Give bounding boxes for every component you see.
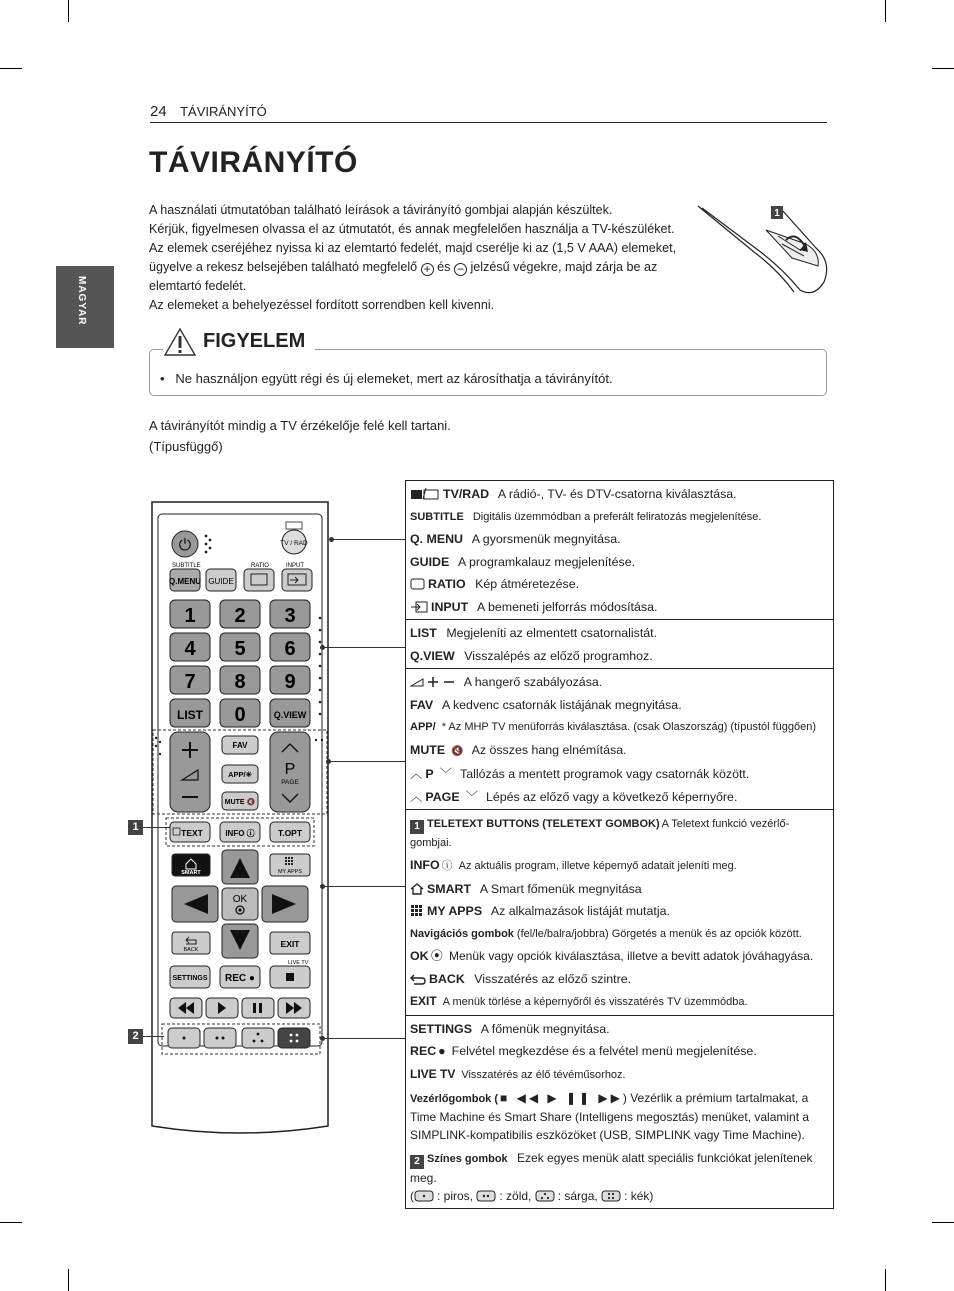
desc-row-ok xyxy=(410,945,829,968)
desc-key: GUIDE xyxy=(410,554,450,569)
mute-icon: 🔇 xyxy=(451,745,464,757)
desc-value: Visszalépés az előző programhoz. xyxy=(464,648,653,663)
q-menu-button[interactable] xyxy=(169,569,201,591)
crop-mark xyxy=(932,1222,954,1223)
settings-button[interactable] xyxy=(170,966,210,988)
desc-key: RATIO xyxy=(428,577,466,591)
desc-section-list xyxy=(406,620,833,669)
leader-line xyxy=(143,827,170,828)
desc-row-page xyxy=(410,786,829,809)
list-button[interactable] xyxy=(170,699,210,727)
tv-rad-label: TV / RAD xyxy=(280,540,308,547)
playback-icons: ■ ◀◀ ▶ ❚❚ ▶▶ xyxy=(500,1091,623,1105)
desc-key: TELETEXT BUTTONS (TELETEXT GOMBOK) xyxy=(427,818,660,830)
desc-value: Az alkalmazások listáját mutatja. xyxy=(490,904,670,918)
back-arrow-icon xyxy=(410,973,426,985)
ok-button[interactable] xyxy=(222,888,258,920)
back-label: BACK xyxy=(183,947,199,953)
desc-key: LIST xyxy=(410,626,437,640)
digit-label: 8 xyxy=(234,671,246,693)
down-button[interactable] xyxy=(222,924,258,958)
desc-value: Felvétel megkezdése és a felvétel menü megjelenítése. xyxy=(451,1044,757,1058)
leader-dot xyxy=(320,1036,325,1041)
asterisk-icon: * xyxy=(441,721,446,733)
pause-icon xyxy=(253,1003,256,1013)
volume-plus-minus-icon xyxy=(410,676,458,688)
input-button[interactable] xyxy=(282,569,312,591)
desc-row-nav xyxy=(410,923,829,946)
intro-line: Az elemeket a behelyezéssel fordított sorrendben kell kivenni. xyxy=(149,298,495,312)
desc-row-rec xyxy=(410,1040,829,1063)
desc-key: OK xyxy=(410,949,429,963)
desc-value: Tallózás a mentett programok vagy csatornák között. xyxy=(460,767,750,781)
mute-label: MUTE 🔇 xyxy=(224,799,256,806)
crop-mark xyxy=(68,0,69,22)
q-view-label: Q.VIEW xyxy=(273,710,307,720)
leader-dot xyxy=(329,537,334,542)
page-number: 24 xyxy=(150,103,167,120)
battery-cover-illustration xyxy=(696,200,836,296)
desc-row-info xyxy=(410,854,829,878)
note-line: (Típusfüggő) xyxy=(149,439,223,454)
power-button[interactable] xyxy=(172,531,198,557)
desc-row-tvrad xyxy=(410,483,829,506)
q-menu-label: Q.MENU xyxy=(169,577,201,586)
blue-button-icon xyxy=(601,1190,621,1202)
input-icon xyxy=(410,601,428,613)
t-opt-label: T.OPT xyxy=(277,828,303,838)
desc-row-mute xyxy=(410,739,829,764)
desc-row-qmenu xyxy=(410,528,829,551)
fav-button[interactable] xyxy=(222,736,258,754)
color-red-label: : piros, xyxy=(437,1189,474,1203)
chevron-up-icon: ︿ xyxy=(410,767,423,781)
crop-mark xyxy=(932,68,954,69)
desc-key: Navigációs gombok xyxy=(410,927,514,940)
volume-rocker[interactable] xyxy=(170,732,210,812)
desc-section-top xyxy=(406,481,833,620)
color-green-label: : zöld, xyxy=(499,1189,532,1203)
leader-dot xyxy=(320,884,325,889)
chevron-down-icon: ﹀ xyxy=(439,767,453,781)
note xyxy=(149,415,451,457)
callout-badge-1: 1 xyxy=(128,820,143,835)
apps-grid-icon xyxy=(410,905,424,917)
crop-mark xyxy=(0,68,22,69)
desc-key: Q.VIEW xyxy=(410,648,455,663)
desc-value: Az aktuális program, illetve képernyő adatait jeleníti meg. xyxy=(458,860,737,872)
digit-2-button[interactable] xyxy=(220,600,260,628)
desc-row-ratio xyxy=(410,573,829,596)
power-icon: ⏻ xyxy=(178,537,192,554)
program-rocker[interactable] xyxy=(270,732,310,812)
live-tv-label: LIVE TV xyxy=(288,960,309,966)
fav-label: FAV xyxy=(232,741,248,750)
desc-value: Visszatérés az élő tévéműsorhoz. xyxy=(461,1068,626,1081)
remote-illustration xyxy=(148,500,332,1140)
desc-value: Digitális üzemmódban a preferált feliratozás megjelenítése. xyxy=(472,510,762,523)
plus-icon: + xyxy=(421,263,434,276)
program-label: P xyxy=(284,761,296,778)
page-header xyxy=(150,103,827,123)
desc-value: Lépés az előző vagy a következő képernyőre. xyxy=(485,789,738,804)
caution-text: Ne használjon együtt régi és új elemeket, mert az károsíthatja a távirányítót. xyxy=(175,371,613,386)
minus-icon: − xyxy=(454,263,467,276)
ratio-icon xyxy=(410,578,425,590)
desc-key: INFO xyxy=(410,858,440,872)
desc-row-qview xyxy=(410,645,829,668)
desc-key: APP/ xyxy=(410,721,436,733)
desc-key: EXIT xyxy=(410,994,437,1008)
page-label: PAGE xyxy=(281,779,299,786)
info-icon: ⓘ xyxy=(441,860,453,872)
desc-row-volume xyxy=(410,671,829,694)
desc-value: Ezek egyes menük alatt speciális funkciókat jelenítenek meg. xyxy=(410,1151,813,1185)
smart-label: SMART xyxy=(181,870,201,876)
desc-row-fav xyxy=(410,694,829,717)
desc-row-exit xyxy=(410,990,829,1014)
leader-dot xyxy=(326,759,331,764)
rewind-button[interactable] xyxy=(170,998,202,1018)
apps-grid-icon xyxy=(285,857,293,865)
button-description-table xyxy=(405,480,834,1209)
digit-label: 9 xyxy=(284,671,296,693)
guide-button[interactable] xyxy=(206,569,236,591)
language-tab-label: MAGYAR xyxy=(76,276,87,326)
smart-button[interactable] xyxy=(172,854,210,876)
leader-line xyxy=(331,539,405,540)
crop-mark xyxy=(885,1269,886,1291)
desc-value: A Teletext funkció vezérlő-gombjai. xyxy=(410,818,790,849)
live-tv-stop-button[interactable] xyxy=(270,966,310,988)
tv-radio-icon xyxy=(410,487,440,500)
warning-icon xyxy=(163,327,197,357)
desc-key: SMART xyxy=(427,881,472,896)
desc-value: Megjeleníti az elmentett csatornalistát. xyxy=(446,626,658,640)
q-view-button[interactable] xyxy=(270,699,310,727)
input-label: INPUT xyxy=(286,563,304,569)
digit-3-button[interactable] xyxy=(270,600,310,628)
info-label: INFO ⓘ xyxy=(225,829,255,838)
intro-line xyxy=(149,258,694,277)
digit-label: 4 xyxy=(184,638,196,660)
desc-row-teletext xyxy=(410,812,829,854)
intro-line: elemtartó fedelét. xyxy=(149,279,247,293)
desc-value: A rádió-, TV- és DTV-csatorna kiválasztása. xyxy=(497,487,737,501)
desc-row-back xyxy=(410,968,829,991)
intro-fragment: és xyxy=(437,260,451,274)
settings-label: SETTINGS xyxy=(172,975,208,982)
desc-value: A főmenük megnyitása. xyxy=(480,1021,610,1036)
desc-row-myapps xyxy=(410,900,829,923)
desc-key: BACK xyxy=(429,971,465,986)
language-tab xyxy=(56,266,114,348)
exit-button[interactable] xyxy=(270,932,310,954)
red-button[interactable] xyxy=(168,1028,200,1048)
callout-badge-2: 2 xyxy=(128,1029,143,1044)
record-dot-icon: ● xyxy=(438,1044,446,1058)
intro-text xyxy=(149,201,694,315)
desc-value: Kép átméretezése. xyxy=(475,577,580,591)
desc-key: MY APPS xyxy=(427,904,483,918)
desc-key: Színes gombok xyxy=(427,1153,508,1165)
desc-value: (fel/le/balra/jobbra) Görgetés a menük és az opciók között. xyxy=(516,927,802,940)
digit-label: 7 xyxy=(184,671,196,693)
leader-line xyxy=(322,647,405,648)
digit-0-button[interactable] xyxy=(220,699,260,727)
desc-key: INPUT xyxy=(431,599,469,614)
ratio-label: RATIO xyxy=(251,563,269,569)
desc-row-settings xyxy=(410,1018,829,1041)
desc-row-livetv xyxy=(410,1063,829,1087)
desc-row-smart xyxy=(410,878,829,901)
desc-value: Az összes hang elnémítása. xyxy=(471,742,627,757)
intro-fragment: ügyelve a rekesz belsejében található megfelelő xyxy=(149,260,418,274)
desc-row-subtitle xyxy=(410,506,829,529)
leader-line xyxy=(328,761,405,762)
t-opt-button[interactable] xyxy=(270,822,310,842)
digit-6-button[interactable] xyxy=(270,633,310,661)
red-button-icon xyxy=(414,1190,434,1202)
chevron-down-icon: ﹀ xyxy=(465,789,478,804)
desc-value: Visszatérés az előző szintre. xyxy=(474,971,632,986)
callout-badge-2: 2 xyxy=(410,1155,424,1169)
caution-item: • Ne használjon együtt régi és új elemeket, mert az károsíthatja a távirányítót. xyxy=(160,371,613,386)
back-button[interactable] xyxy=(172,932,210,954)
digit-4-button[interactable] xyxy=(170,633,210,661)
desc-row-p xyxy=(410,763,829,786)
desc-value: A kedvenc csatornák listájának megnyitása. xyxy=(441,697,682,712)
desc-row-input xyxy=(410,596,829,619)
digit-7-button[interactable] xyxy=(170,666,210,694)
desc-section-volume xyxy=(406,669,833,810)
digit-5-button[interactable] xyxy=(220,633,260,661)
desc-value: A programkalauz megjelenítése. xyxy=(458,554,636,569)
intro-fragment: jelzésű végekre, majd zárja be az xyxy=(470,260,658,274)
yellow-button-icon xyxy=(535,1190,555,1202)
crop-mark xyxy=(68,1269,69,1291)
desc-key: PAGE xyxy=(425,789,460,804)
desc-key: TV/RAD xyxy=(443,487,490,501)
desc-key: SETTINGS xyxy=(410,1021,472,1036)
desc-key: P xyxy=(425,767,434,781)
green-button[interactable] xyxy=(204,1028,236,1048)
desc-key: FAV xyxy=(410,697,434,712)
crop-mark xyxy=(885,0,886,22)
desc-value: ) Vezérlik a prémium tartalmakat, a Time Machine és Smart Share (Intelligens megosztás) menüket, valamint a SIMPLINK-kompatibilis eszközöket (USB, SIMPLINK vagy Time Machine). xyxy=(410,1091,810,1142)
desc-value: A hangerő szabályozása. xyxy=(463,675,603,689)
digit-label: 5 xyxy=(234,638,246,660)
ratio-button[interactable] xyxy=(244,569,274,591)
digit-label: 0 xyxy=(234,704,246,726)
desc-row-control xyxy=(410,1086,829,1146)
exit-label: EXIT xyxy=(280,939,300,949)
callout-badge-1: 1 xyxy=(410,820,424,834)
left-button[interactable] xyxy=(172,886,218,922)
desc-value: Az MHP TV menüforrás kiválasztása. (csak Olaszország) (típustól függően) xyxy=(448,721,817,733)
leader-line xyxy=(322,1038,405,1039)
desc-key: LIVE TV xyxy=(410,1066,456,1081)
digit-label: 3 xyxy=(284,605,296,627)
fast-forward-button[interactable] xyxy=(278,998,310,1018)
color-yellow-label: : sárga, xyxy=(557,1189,598,1203)
leader-dot xyxy=(320,645,325,650)
caution-title: FIGYELEM xyxy=(203,330,306,352)
desc-row-app xyxy=(410,716,829,739)
intro-line: A használati útmutatóban található leírások a távirányító gombjai alapján készültek. xyxy=(149,203,613,217)
desc-section-settings xyxy=(406,1016,833,1209)
intro-line: Kérjük, figyelmesen olvassa el az útmutatót, és annak megfelelően használja a TV-készüléket. xyxy=(149,222,675,236)
info-button[interactable] xyxy=(220,822,260,842)
text-label: TEXT xyxy=(181,828,203,838)
note-line: A távirányítót mindig a TV érzékelője felé kell tartani. xyxy=(149,418,451,433)
mute-button[interactable] xyxy=(222,792,258,810)
digit-9-button[interactable] xyxy=(270,666,310,694)
caution-header xyxy=(163,327,315,357)
desc-row-list xyxy=(410,622,829,645)
desc-key: MUTE xyxy=(410,742,446,757)
crop-mark xyxy=(0,1222,22,1223)
yellow-button[interactable] xyxy=(242,1028,274,1048)
digit-1-button[interactable] xyxy=(170,600,210,628)
up-button[interactable] xyxy=(222,850,258,884)
desc-value: A bemeneti jelforrás módosítása. xyxy=(476,599,658,614)
right-button[interactable] xyxy=(262,886,308,922)
desc-row-color: 2 Színes gombok Ezek egyes menük alatt speciális funkciókat jelenítenek meg. ( : piros, : zöld, : sárga, : kék) xyxy=(410,1151,813,1203)
page-title: TÁVIRÁNYÍTÓ xyxy=(149,146,358,179)
desc-value: A menük törlése a képernyőről és visszatérés TV üzemmódba. xyxy=(442,996,748,1008)
desc-section-teletext xyxy=(406,810,833,1016)
digit-label: 2 xyxy=(234,605,246,627)
guide-label: GUIDE xyxy=(208,577,234,586)
desc-value: Menük vagy opciók kiválasztása, illetve a bevitt adatok jóváhagyása. xyxy=(448,949,814,963)
color-blue-label: : kék) xyxy=(624,1189,654,1203)
my-apps-label: MY APPS xyxy=(277,869,303,875)
ok-label: OK xyxy=(232,894,248,905)
blue-button[interactable] xyxy=(278,1028,310,1048)
digit-label: 6 xyxy=(284,638,296,660)
header-section: TÁVIRÁNYÍTÓ xyxy=(180,104,267,119)
app-label: APP/✳ xyxy=(228,770,252,779)
desc-row-guide xyxy=(410,551,829,574)
list-label: LIST xyxy=(177,708,203,722)
digit-label: 1 xyxy=(184,605,196,627)
leader-line xyxy=(322,886,405,887)
desc-value: A Smart főmenük megnyitása xyxy=(479,881,642,896)
pause-button[interactable] xyxy=(242,998,274,1018)
leader-line xyxy=(143,1036,164,1037)
stop-icon xyxy=(286,973,294,981)
green-button-icon xyxy=(476,1190,496,1202)
rec-button[interactable] xyxy=(220,966,260,988)
battery-badge: 1 xyxy=(774,208,780,219)
desc-key: Q. MENU xyxy=(410,532,464,546)
chevron-up-icon: ︿ xyxy=(410,789,423,804)
home-icon xyxy=(410,883,424,895)
desc-value: A gyorsmenük megnyitása. xyxy=(471,532,621,546)
subtitle-label: SUBTITLE xyxy=(172,563,201,569)
text-button[interactable] xyxy=(170,822,210,842)
ok-circle-icon: ⦿ xyxy=(430,949,443,963)
desc-key: Vezérlőgombok ( xyxy=(410,1093,499,1105)
desc-key: REC xyxy=(410,1044,437,1058)
app-button[interactable] xyxy=(222,765,258,783)
rec-label: REC ● xyxy=(225,973,255,984)
intro-line: Az elemek cseréjéhez nyissa ki az elemtartó fedelét, majd cserélje ki az (1,5 V AAA) elemeket, xyxy=(149,241,677,255)
digit-8-button[interactable] xyxy=(220,666,260,694)
desc-key: SUBTITLE xyxy=(410,510,464,523)
my-apps-button[interactable] xyxy=(270,854,310,876)
play-button[interactable] xyxy=(206,998,238,1018)
